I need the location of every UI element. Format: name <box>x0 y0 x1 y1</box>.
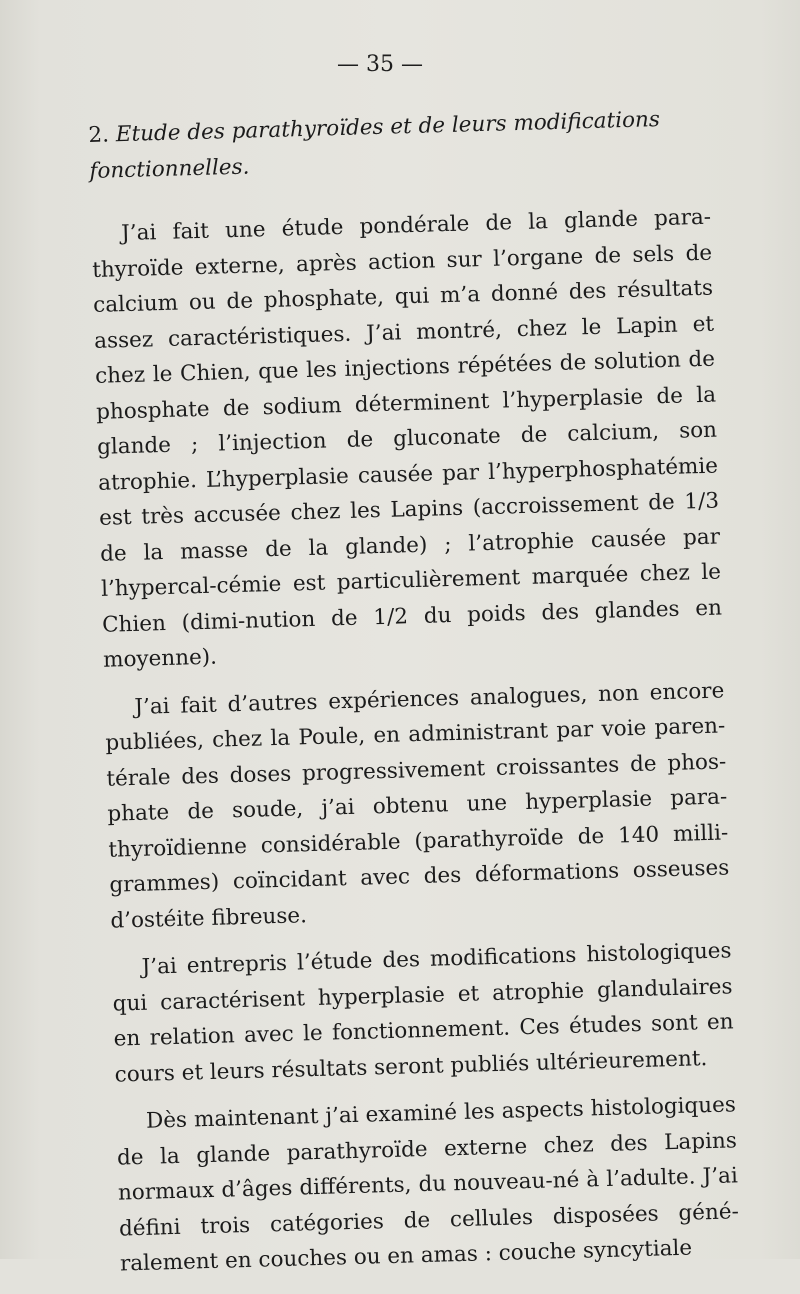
paragraph-3: J’ai entrepris l’étude des modifications histologiques qui caractérisent hyperplasie et atrophie glandulaires en relation avec le fonctionnement. Ces études sont en cours et leurs résultats seront publiés ultérieurement. <box>112 938 734 1088</box>
section-title: Etude des parathyroïdes et de leurs modifications fonctionnelles. <box>89 107 661 184</box>
section-number: 2. <box>88 122 110 148</box>
section-heading <box>88 101 710 189</box>
paragraph-4: Dès maintenant j’ai examiné les aspects histologiques de la glande parathyroïde externe chez des Lapins normaux d’âges différents, du nouveau-né à l’adulte. J’ai défini trois catégories de cellules disposées géné-ralement en couches ou en amas : couche syncytiale <box>116 1092 740 1277</box>
paragraph-2: J’ai fait d’autres expériences analogues, non encore publiées, chez la Poule, en administrant par voie paren-térale des doses progressivement croissantes de phos-phate de soude, j’ai obtenu une hyperplasie para-thyroïdienne considérable (parathyroïde de 140 milli-grammes) coïncidant avec des déformations osseuses d’ostéite fibreuse. <box>105 677 730 934</box>
page-body <box>88 101 741 1294</box>
page-number: — 35 — <box>337 52 423 77</box>
paragraph-1: J’ai fait une étude pondérale de la glande para-thyroïde externe, après action sur l’organe de sels de calcium ou de phosphate, qui m’a donné des résultats assez caractéristiques. J’ai montré, chez le Lapin et chez le Chien, que les injections répétées de solution de phosphate de sodium déterminent l’hyperplasie de la glande ; l’injection de gluconate de calcium, son atrophie. L’hyperplasie causée par l’hyperphosphatémie est très accusée chez les Lapins (accroissement de 1/3 de la masse de la glande) ; l’atrophie causée par l’hypercal-cémie est particulièrement marquée chez le Chien (dimi-nution de 1/2 du poids des glandes en moyenne). <box>91 204 723 673</box>
